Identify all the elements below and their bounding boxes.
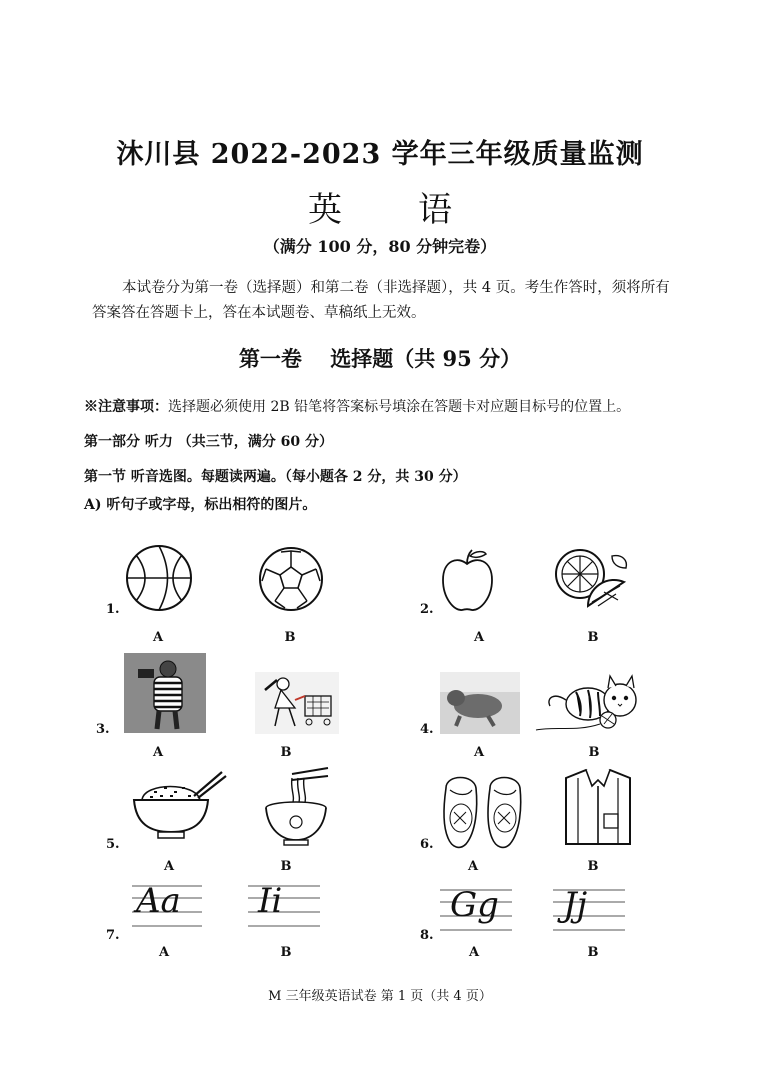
section1-heading: 第一节 听音选图。每题读两遍。（每小题各 2 分，共 30 分） [84, 469, 467, 485]
letter-pair: Ii [258, 881, 283, 921]
question-number: 6. [420, 837, 434, 852]
subject-heading [0, 182, 760, 231]
question-number: 3. [96, 722, 110, 737]
shopping-woman-icon [255, 672, 339, 734]
option-label: B [284, 630, 296, 645]
question-number: 8. [420, 928, 434, 943]
rice-bowl-icon [130, 770, 228, 846]
puppy-photo-icon [440, 672, 520, 734]
option-label: A [152, 745, 164, 760]
shirt-icon [564, 768, 632, 846]
option-label: A [468, 945, 480, 960]
option-label: B [587, 630, 599, 645]
option-label: B [588, 745, 600, 760]
exam-title: 沐川县 2022-2023 学年三年级质量监测 [116, 139, 644, 170]
question-number: 4. [420, 722, 434, 737]
soccer-ball-icon [257, 545, 325, 613]
option-label: B [280, 859, 292, 874]
option-label: A [152, 630, 164, 645]
letter-pair: Jj [563, 885, 588, 925]
basketball-icon [124, 543, 194, 613]
subject-char-2: 语 [418, 190, 452, 230]
handwriting-lines-icon [132, 880, 202, 930]
option-label: A [473, 630, 485, 645]
page-footer: M 三年级英语试卷 第 1 页（共 4 页） [268, 989, 492, 1004]
handwriting-lines-icon [553, 882, 625, 936]
question-number: 5. [106, 837, 120, 852]
letter-pair: Aa [136, 881, 181, 921]
question-number: 7. [106, 928, 120, 943]
question-number: 2. [420, 602, 434, 617]
option-label: A [158, 945, 170, 960]
orange-icon [552, 546, 632, 616]
option-label: A [473, 745, 485, 760]
question-number: 1. [106, 602, 120, 617]
letter-pair: Gg [450, 885, 499, 925]
subject-char-1: 英 [308, 190, 342, 230]
task-a-heading: A) 听句子或字母，标出相符的图片。 [84, 497, 317, 513]
option-label: B [587, 945, 599, 960]
apple-icon [440, 548, 495, 614]
notice-label: ※注意事项： [84, 399, 168, 415]
shoes-icon [440, 768, 526, 852]
notice [84, 396, 704, 416]
option-label: B [587, 859, 599, 874]
handwriting-lines-icon [440, 882, 512, 936]
option-label: B [280, 745, 292, 760]
option-label: A [467, 859, 479, 874]
score-info: （满分 100 分，80 分钟完卷） [263, 237, 497, 256]
part1-heading: 第一部分 听力 （共三节，满分 60 分） [84, 434, 333, 450]
noodle-bowl-icon [262, 766, 332, 850]
photographer-icon [124, 653, 206, 733]
volume-title: 第一卷 选择题（共 95 分） [238, 346, 522, 371]
kitten-yarn-icon [536, 672, 646, 734]
notice-text: 选择题必须使用 2B 铅笔将答案标号填涂在答题卡对应题目标号的位置上。 [168, 399, 631, 415]
intro-paragraph: 本试卷分为第一卷（选择题）和第二卷（非选择题），共 4 页。考生作答时，须将所有答案答在答题卡上，答在本试题卷、草稿纸上无效。 [92, 280, 670, 321]
handwriting-lines-icon [248, 880, 320, 930]
option-label: A [163, 859, 175, 874]
option-label: B [280, 945, 292, 960]
